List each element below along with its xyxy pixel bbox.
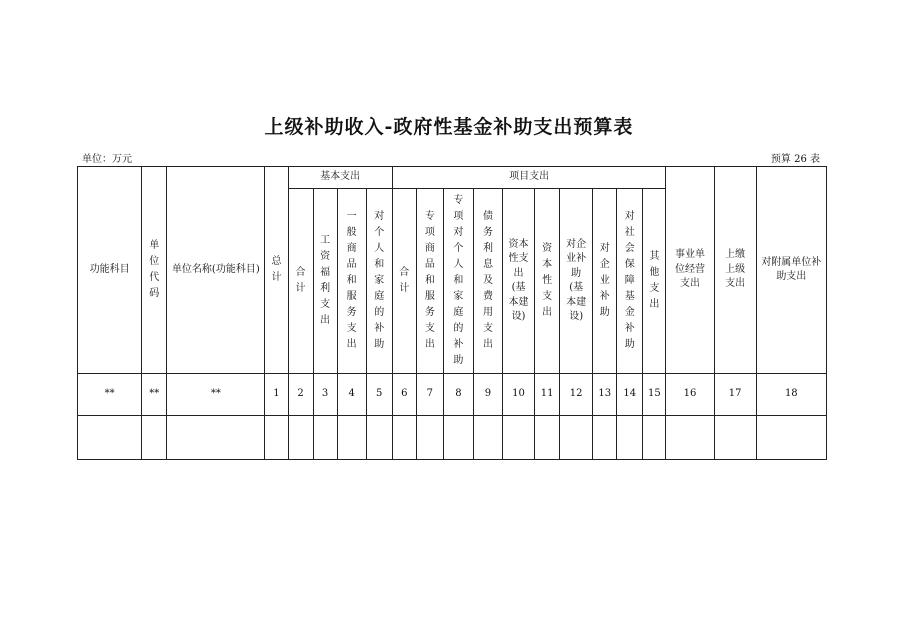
empty-cell (167, 416, 265, 460)
header-capital-base: 资本性支出(基本建设) (502, 189, 534, 374)
empty-cell (337, 416, 366, 460)
header-wage: 工资福利支出 (313, 189, 337, 374)
index-cell: 11 (535, 374, 560, 416)
empty-cell (265, 416, 288, 460)
empty-cell (560, 416, 593, 460)
header-unit-name: 单位名称(功能科目) (167, 167, 265, 374)
index-cell: ** (167, 374, 265, 416)
unit-label: 单位：万元 (82, 154, 132, 165)
empty-cell (502, 416, 534, 460)
index-cell: 6 (392, 374, 416, 416)
header-project-group: 项目支出 (392, 167, 666, 189)
header-other: 其他支出 (643, 189, 666, 374)
empty-cell (756, 416, 826, 460)
index-cell: 16 (666, 374, 714, 416)
empty-cell (473, 416, 502, 460)
header-goods: 一般商品和服务支出 (337, 189, 366, 374)
index-cell: ** (142, 374, 167, 416)
index-cell: ** (78, 374, 142, 416)
index-cell: 13 (593, 374, 617, 416)
index-cell: 8 (443, 374, 473, 416)
empty-cell (617, 416, 643, 460)
header-total: 总计 (265, 167, 288, 374)
header-upper: 上缴上级支出 (714, 167, 756, 374)
header-special-personal: 专项对个人和家庭的补助 (443, 189, 473, 374)
empty-cell (714, 416, 756, 460)
empty-cell (416, 416, 443, 460)
header-special-goods: 专项商品和服务支出 (416, 189, 443, 374)
empty-cell (593, 416, 617, 460)
empty-cell (535, 416, 560, 460)
empty-cell (392, 416, 416, 460)
header-personal: 对个人和家庭的补助 (366, 189, 392, 374)
index-cell: 18 (756, 374, 826, 416)
page-title: 上级补助收入-政府性基金补助支出预算表 (264, 116, 634, 138)
header-affiliated: 对附属单位补助支出 (756, 167, 826, 374)
index-cell: 12 (560, 374, 593, 416)
empty-cell (313, 416, 337, 460)
header-enterprise: 对企业补助 (593, 189, 617, 374)
header-social: 对社会保障基金补助 (617, 189, 643, 374)
empty-row (78, 416, 827, 460)
empty-cell (288, 416, 313, 460)
header-business: 事业单位经营支出 (666, 167, 714, 374)
header-capital: 资本性支出 (535, 189, 560, 374)
header-unit-code: 单位代码 (142, 167, 167, 374)
index-cell: 9 (473, 374, 502, 416)
empty-cell (142, 416, 167, 460)
empty-cell (366, 416, 392, 460)
empty-cell (666, 416, 714, 460)
index-cell: 2 (288, 374, 313, 416)
empty-cell (643, 416, 666, 460)
index-cell: 4 (337, 374, 366, 416)
index-row (78, 374, 827, 416)
index-cell: 1 (265, 374, 288, 416)
header-project-subtotal: 合计 (392, 189, 416, 374)
index-cell: 7 (416, 374, 443, 416)
header-basic-group: 基本支出 (288, 167, 392, 189)
header-debt: 债务利息及费用支出 (473, 189, 502, 374)
index-cell: 14 (617, 374, 643, 416)
header-enterprise-base: 对企业补助(基本建设) (560, 189, 593, 374)
empty-cell (443, 416, 473, 460)
index-cell: 5 (366, 374, 392, 416)
table-number: 预算 26 表 (770, 154, 820, 165)
index-cell: 10 (502, 374, 534, 416)
index-cell: 3 (313, 374, 337, 416)
empty-cell (78, 416, 142, 460)
header-func-subject: 功能科目 (78, 167, 142, 374)
index-cell: 17 (714, 374, 756, 416)
budget-table (77, 166, 827, 460)
index-cell: 15 (643, 374, 666, 416)
header-basic-subtotal: 合计 (288, 189, 313, 374)
